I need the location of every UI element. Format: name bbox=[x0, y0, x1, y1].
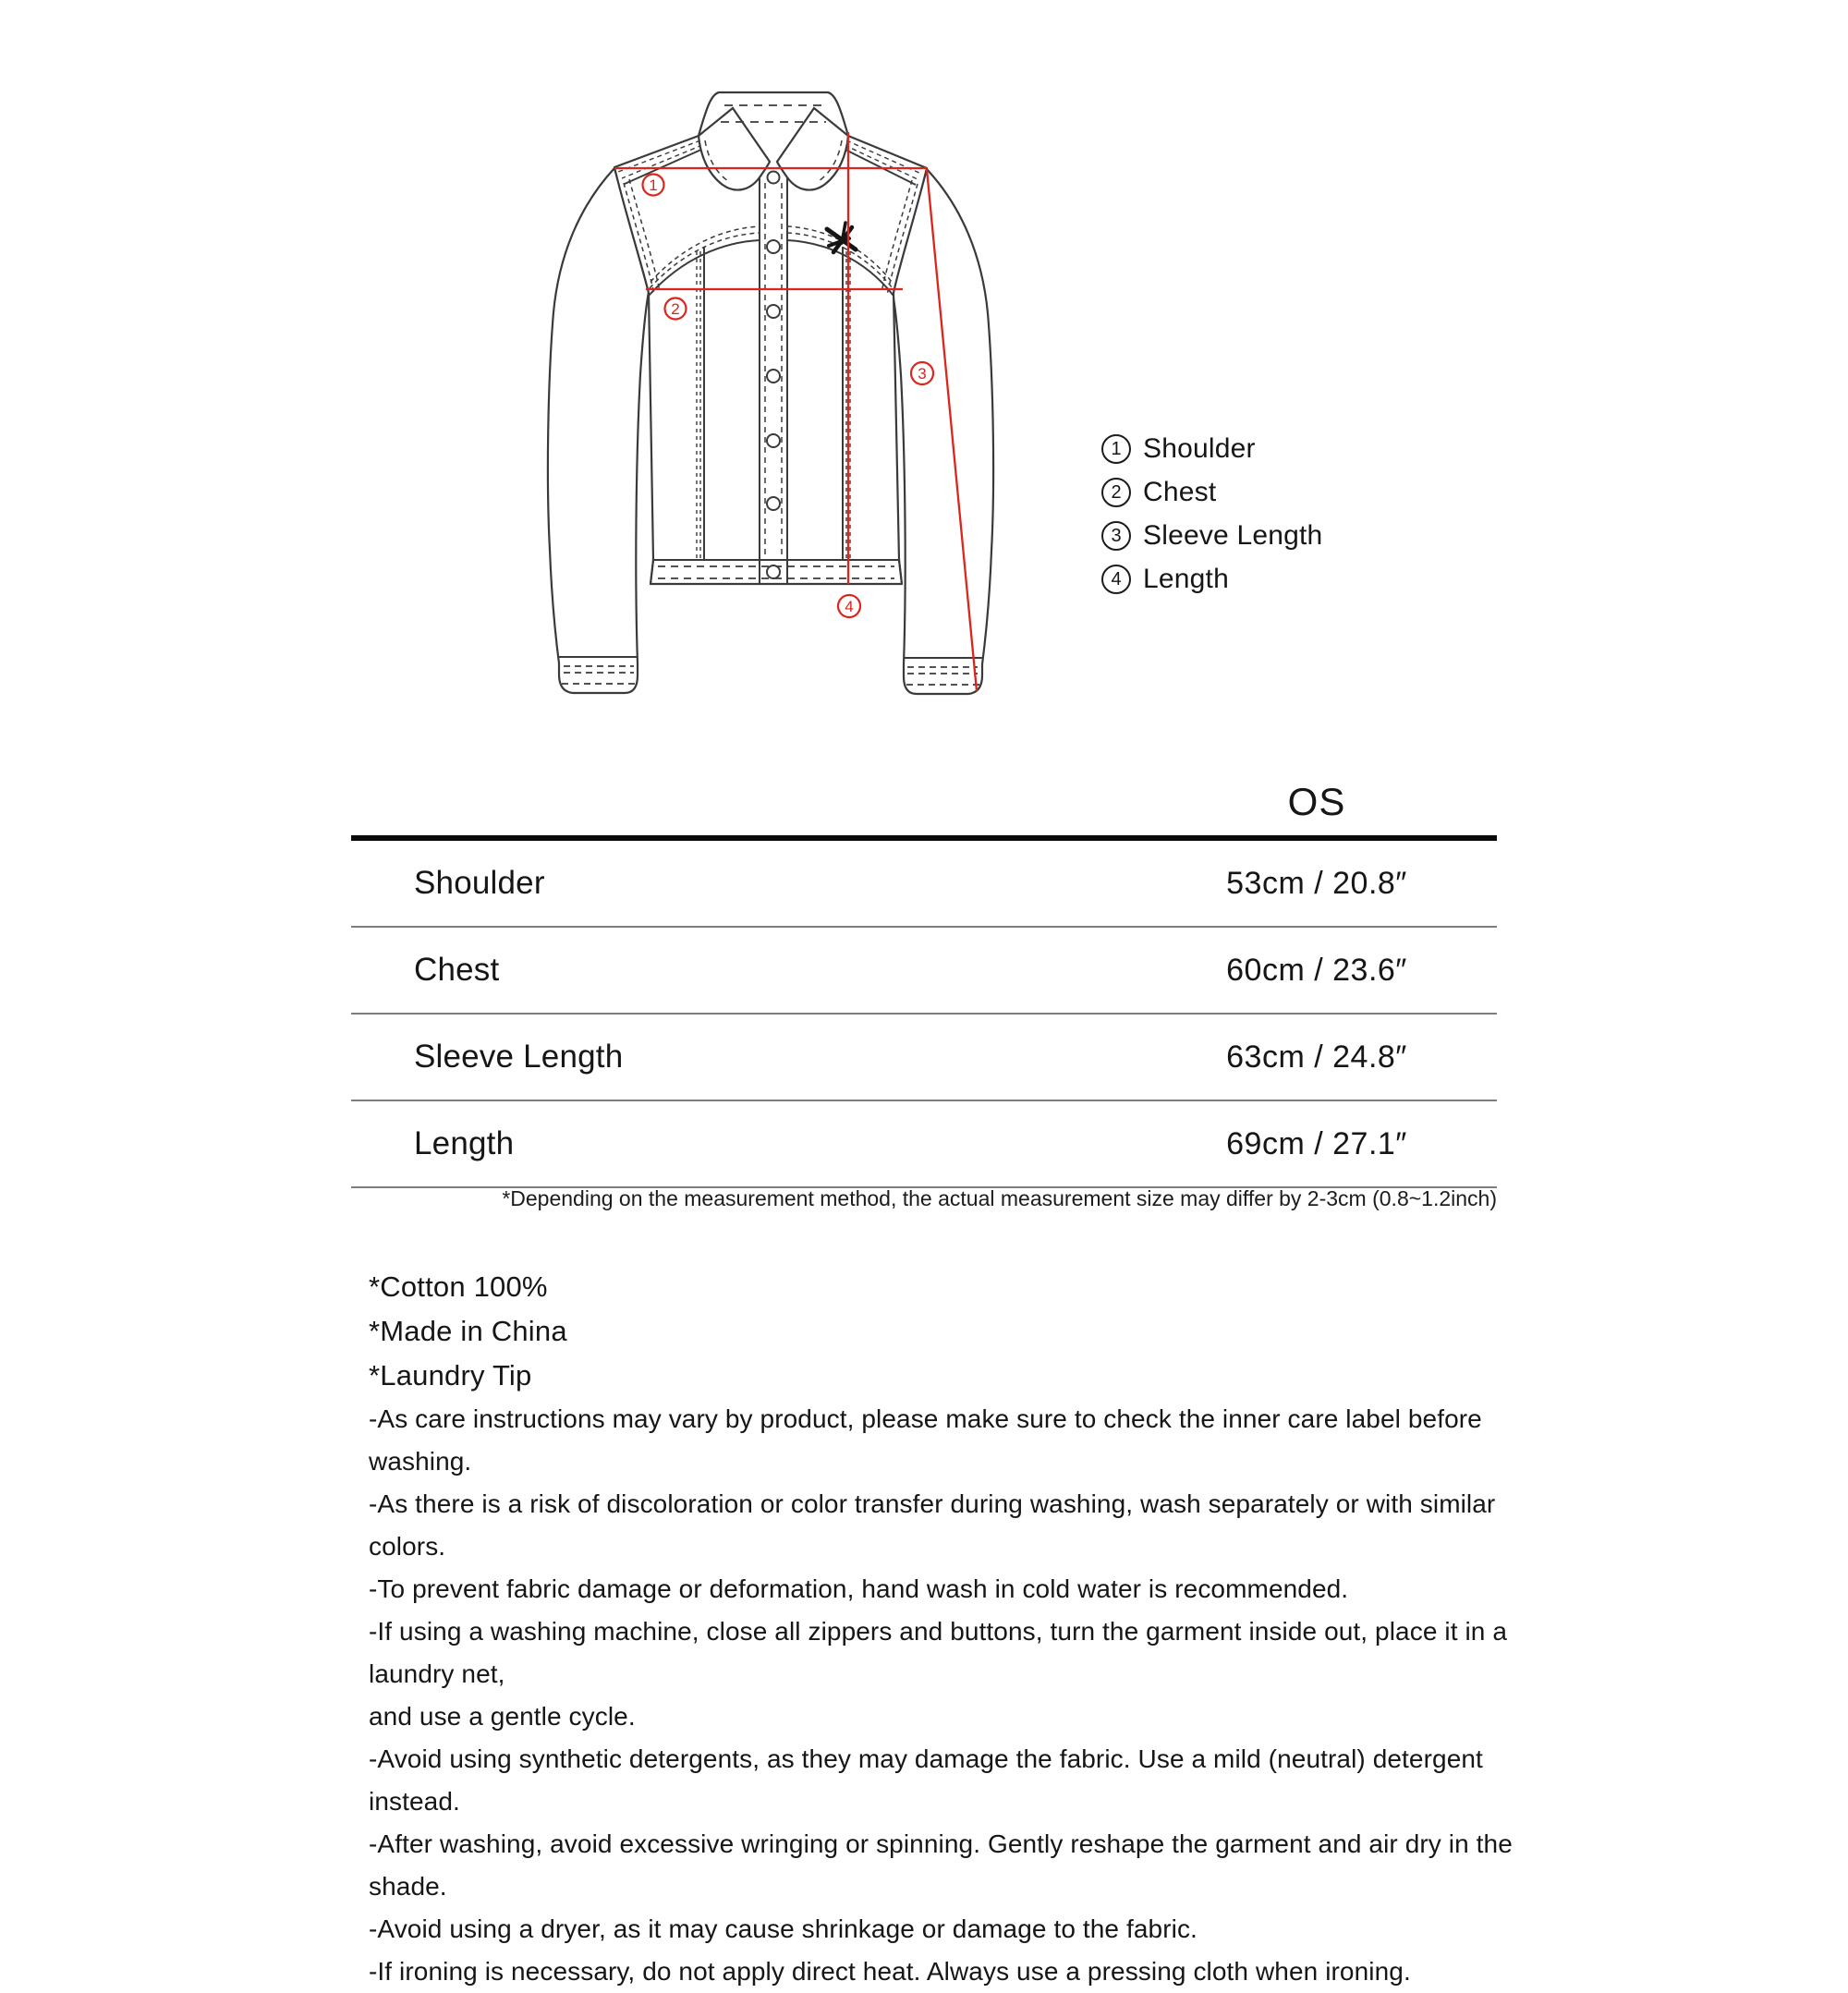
care-instruction-line: -To prevent fabric damage or deformation, hand wash in cold water is recommended. bbox=[369, 1574, 1349, 1603]
care-instruction-line: -As there is a risk of discoloration or color transfer during washing, wash separately or with similar colors. bbox=[369, 1489, 1496, 1561]
svg-text:1: 1 bbox=[649, 176, 658, 194]
circled-number-icon: 4 bbox=[1101, 565, 1131, 594]
svg-text:3: 3 bbox=[918, 365, 927, 383]
legend-label: Chest bbox=[1143, 476, 1217, 507]
measurement-legend bbox=[1101, 427, 1322, 601]
marker-chest bbox=[665, 298, 687, 320]
care-instruction-line: -After washing, avoid excessive wringing or spinning. Gently reshape the garment and air dry in the shade. bbox=[369, 1829, 1513, 1901]
product-info-block bbox=[369, 1265, 1570, 1993]
legend-item-shoulder bbox=[1101, 427, 1322, 470]
table-row-sleeve-length bbox=[351, 1015, 1497, 1101]
size-table bbox=[351, 769, 1497, 1188]
care-instruction-line: -As care instructions may vary by product, please make sure to check the inner care label before washing. bbox=[369, 1404, 1482, 1476]
measurement-disclaimer: *Depending on the measurement method, the actual measurement size may differ by 2-3cm (0.8~1.2inch) bbox=[502, 1186, 1497, 1210]
legend-item-sleeve-length bbox=[1101, 514, 1322, 557]
table-row-chest bbox=[351, 928, 1497, 1015]
care-instruction-line: -If ironing is necessary, do not apply direct heat. Always use a pressing cloth when ironing. bbox=[369, 1957, 1411, 1986]
marker-shoulder bbox=[643, 175, 664, 196]
care-instruction-line: and use a gentle cycle. bbox=[369, 1702, 636, 1731]
size-table-header-row bbox=[351, 769, 1497, 835]
row-value: 69cm / 27.1″ bbox=[1226, 1125, 1407, 1161]
row-value: 60cm / 23.6″ bbox=[1226, 952, 1407, 988]
table-row-shoulder bbox=[351, 841, 1497, 928]
legend-label: Length bbox=[1143, 563, 1229, 594]
laundry-tip-heading: *Laundry Tip bbox=[369, 1359, 532, 1391]
legend-label: Sleeve Length bbox=[1143, 519, 1323, 551]
svg-text:4: 4 bbox=[845, 598, 854, 615]
circled-number-icon: 3 bbox=[1101, 521, 1131, 551]
svg-text:2: 2 bbox=[671, 300, 680, 318]
row-label: Length bbox=[414, 1125, 515, 1161]
care-instruction-line: -Avoid using synthetic detergents, as they may damage the fabric. Use a mild (neutral) detergent instead. bbox=[369, 1744, 1483, 1816]
row-label: Sleeve Length bbox=[414, 1039, 624, 1075]
size-column-header: OS bbox=[1287, 780, 1346, 823]
origin-info: *Made in China bbox=[369, 1315, 567, 1347]
legend-label: Shoulder bbox=[1143, 432, 1256, 464]
circled-number-icon: 1 bbox=[1101, 434, 1131, 464]
sleeve-right bbox=[893, 169, 993, 694]
circled-number-icon: 2 bbox=[1101, 478, 1131, 507]
sleeve-left bbox=[548, 168, 649, 693]
table-row-length bbox=[351, 1101, 1497, 1188]
legend-item-length bbox=[1101, 557, 1322, 601]
jacket-measurement-diagram bbox=[517, 65, 1035, 730]
row-value: 53cm / 20.8″ bbox=[1226, 865, 1407, 901]
care-instruction-line: -Avoid using a dryer, as it may cause shrinkage or damage to the fabric. bbox=[369, 1914, 1198, 1943]
care-instruction-line: -If using a washing machine, close all zippers and buttons, turn the garment inside out, place it in a laundry net, bbox=[369, 1617, 1507, 1688]
legend-item-chest bbox=[1101, 470, 1322, 514]
marker-length bbox=[838, 595, 860, 617]
row-label: Shoulder bbox=[414, 865, 545, 901]
material-info: *Cotton 100% bbox=[369, 1270, 548, 1303]
marker-sleeve bbox=[911, 362, 933, 384]
row-value: 63cm / 24.8″ bbox=[1226, 1039, 1407, 1075]
row-label: Chest bbox=[414, 952, 500, 988]
